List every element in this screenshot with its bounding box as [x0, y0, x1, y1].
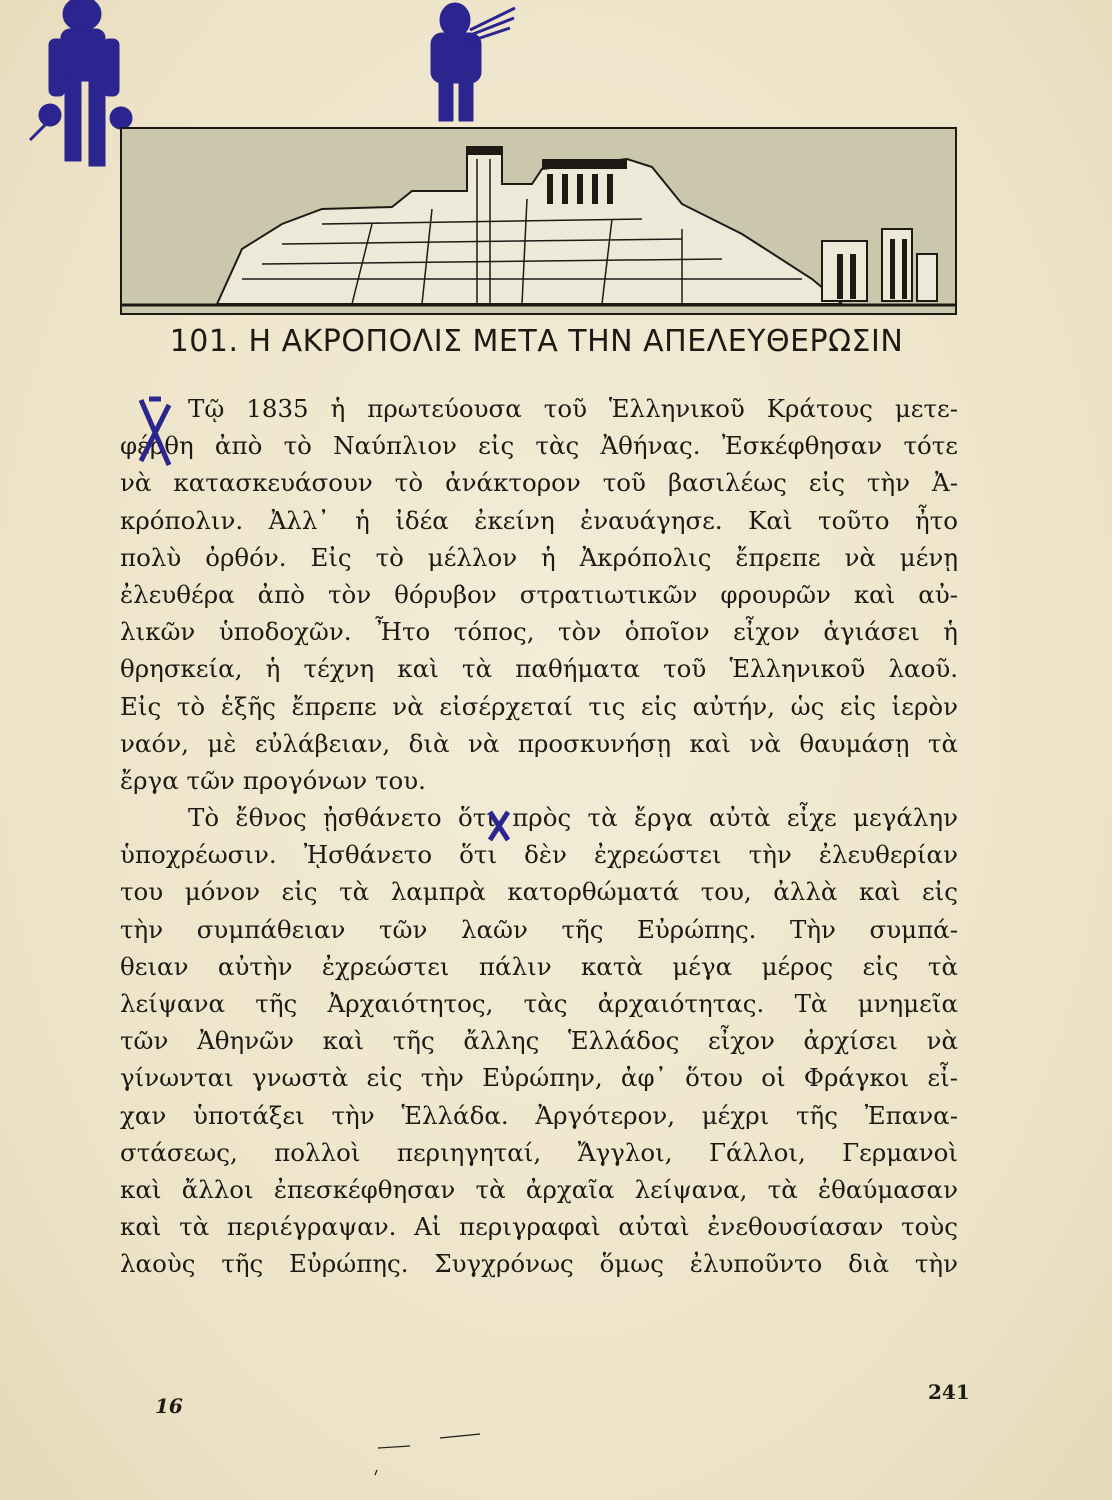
text-line: Τῷ 1835 ἡ πρωτεύουσα τοῦ Ἑλληνικοῦ Κράτους μετε- — [188, 394, 958, 423]
text-line: του μόνον εἰς τὰ λαμπρὰ κατορθώματά του, ἀλλὰ καὶ εἰς — [120, 877, 958, 907]
text-line: τῶν Ἀθηνῶν καὶ τῆς ἄλλης Ἑλλάδος εἶχον ἀρχίσει νὰ — [120, 1026, 958, 1056]
acropolis-illustration — [120, 127, 957, 315]
text-line: Τὸ ἔθνος ᾐσθάνετο ὅτι πρὸς τὰ ἔργα αὐτὰ εἶχε μεγάλην — [188, 803, 958, 833]
text-line: στάσεως, πολλοὶ περιηγηταί, Ἄγγλοι, Γάλλοι, Γερμανοὶ — [120, 1137, 958, 1167]
pen-scribble-icon — [370, 1430, 490, 1480]
chapter-heading: 101. Η ΑΚΡΟΠΟΛΙΣ ΜΕΤΑ ΤΗΝ ΑΠΕΛΕΥΘΕΡΩΣΙΝ — [169, 324, 904, 359]
text-line: καὶ ἄλλοι ἐπεσκέφθησαν τὰ ἀρχαῖα λείψανα, τὰ ἐθαύμασαν — [120, 1174, 958, 1204]
text-line: νὰ κατασκευάσουν τὸ ἀνάκτορον τοῦ βασιλέως εἰς τὴν Ἀ- — [120, 468, 958, 498]
page-number: 241 — [928, 1380, 970, 1404]
text-line: ναόν, μὲ εὐλάβειαν, διὰ νὰ προσκυνήσῃ καὶ νὰ θαυμάσῃ τὰ — [120, 728, 958, 758]
text-line: λαοὺς τῆς Εὐρώπης. Συγχρόνως ὅμως ἐλυποῦντο διὰ τὴν — [120, 1249, 958, 1279]
text-line: γίνωνται γνωστὰ εἰς τὴν Εὐρώπην, ἀφ᾽ ὅτου οἱ Φράγκοι εἶ- — [120, 1063, 958, 1093]
text-line: Εἰς τὸ ἑξῆς ἔπρεπε νὰ εἰσέρχεταί τις εἰς αὐτήν, ὡς εἰς ἱερὸν — [120, 691, 958, 721]
text-line: χαν ὑποτάξει τὴν Ἑλλάδα. Ἀργότερον, μέχρι τῆς Ἐπανα- — [120, 1100, 958, 1130]
text-line: θρησκεία, ἡ τέχνη καὶ τὰ παθήματα τοῦ Ἑλληνικοῦ λαοῦ. — [120, 654, 958, 684]
pen-x-mark-icon — [135, 395, 175, 470]
body-text — [120, 390, 958, 1283]
text-line: καὶ τὰ περιέγραψαν. Αἱ περιγραφαὶ αὐταὶ ἐνεθουσίασαν τοὺς — [120, 1212, 958, 1242]
folio-signature: 16 — [155, 1394, 183, 1418]
text-line: λείψανα τῆς Ἀρχαιότητος, τὰς ἀρχαιότητας. Τὰ μνημεῖα — [120, 989, 958, 1018]
text-line: ἔργα τῶν προγόνων του. — [120, 765, 426, 795]
text-line: κρόπολιν. Ἀλλ᾽ ἡ ἰδέα ἐκείνη ἐναυάγησε. Καὶ τοῦτο ἦτο — [120, 505, 958, 535]
text-line: θειαν αὐτὴν ἐχρεώστει πάλιν κατὰ μέγα μέρος εἰς τὰ — [120, 951, 958, 981]
text-line: πολὺ ὀρθόν. Εἰς τὸ μέλλον ἡ Ἀκρόπολις ἔπρεπε νὰ μένῃ — [120, 542, 958, 572]
text-line: φέρθη ἀπὸ τὸ Ναύπλιον εἰς τὰς Ἀθήνας. Ἐσκέφθησαν τότε — [120, 431, 958, 461]
pen-doodle-figure-left — [20, 0, 135, 170]
text-line: λικῶν ὑποδοχῶν. Ἦτο τόπος, τὸν ὁποῖον εἶχον ἁγιάσει ἡ — [120, 617, 958, 647]
text-line: τὴν συμπάθειαν τῶν λαῶν τῆς Εὐρώπης. Τὴν συμπά- — [120, 914, 958, 944]
text-line: ἐλευθέρα ἀπὸ τὸν θόρυβον στρατιωτικῶν φρουρῶν καὶ αὐ- — [120, 579, 958, 609]
pen-x-mark-icon — [485, 808, 513, 844]
pen-doodle-figure-right — [410, 0, 520, 125]
text-line: ὑποχρέωσιν. ᾘσθάνετο ὅτι δὲν ἐχρεώστει τὴν ἐλευθερίαν — [120, 840, 958, 870]
